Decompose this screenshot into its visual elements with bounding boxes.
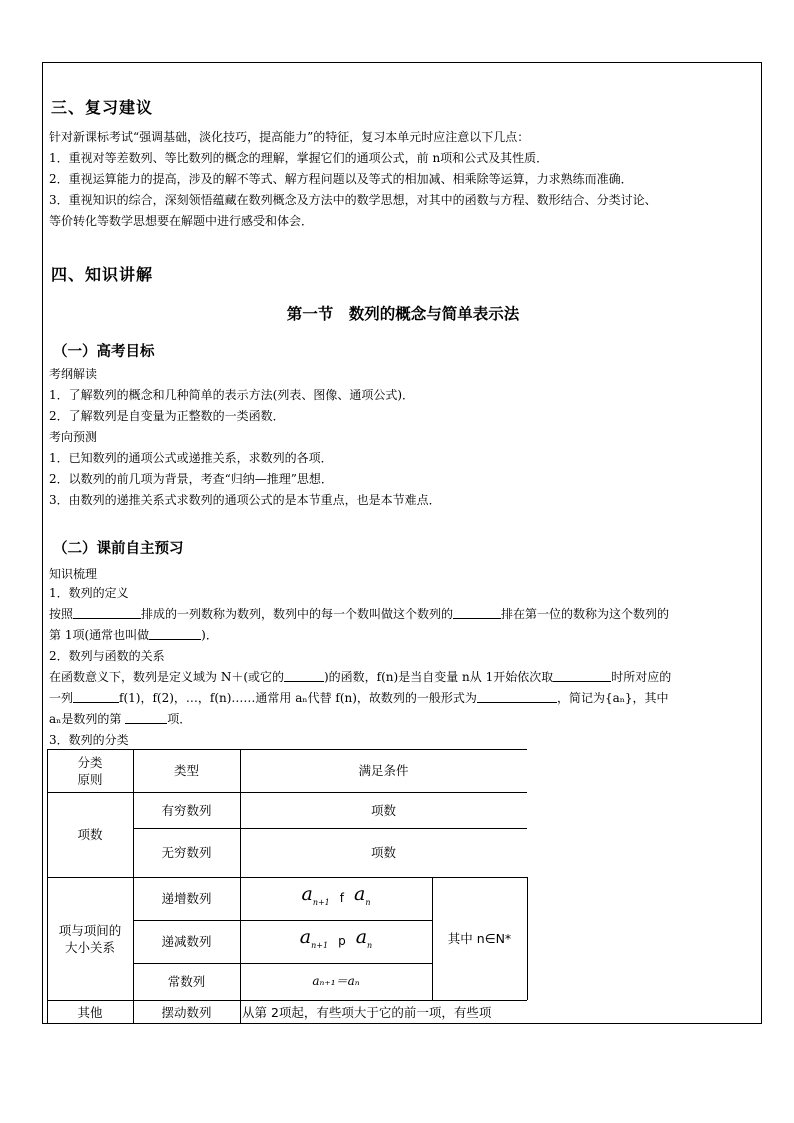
blank-first-term [149, 626, 201, 640]
header-type: 类型 [173, 763, 199, 778]
review-label: 知识梳理 [49, 567, 98, 581]
condition-constant: aₙ₊₁＝aₙ [312, 974, 360, 988]
outline-label: 考纲解读 [49, 367, 98, 381]
blank-general-form [477, 689, 557, 703]
definition-text-e: )． [201, 628, 218, 642]
function-text-g: aₙ是数列的第 [49, 712, 122, 726]
header-principle-line-1: 分类 [77, 754, 103, 770]
group-magnitude [47, 877, 133, 1000]
condition-decreasing [240, 920, 432, 963]
forecast-label: 考向预测 [49, 430, 98, 444]
review-intro: 针对新课标考试“强调基础，淡化技巧，提高能力”的特征，复习本单元时应注意以下几点： [49, 130, 530, 144]
forecast-item-1: 1．已知数列的通项公式或递推关系，求数列的各项． [49, 451, 333, 465]
review-item-3-line-1: 3．重视知识的综合，深刻领悟蕴藏在数列概念及方法中的数学思想，对其中的函数与方程、数形结合、分类讨论、 [49, 193, 657, 207]
blank-term-index [125, 710, 167, 724]
blank-subset [284, 668, 324, 682]
review-item-2: 2．重视运算能力的提高，涉及的解不等式、解方程问题以及等式的相加减、相乘除等运算，力求熟练而准确． [49, 172, 633, 186]
type-constant: 常数列 [167, 974, 206, 989]
inc-relation: f [339, 891, 345, 905]
function-line-1 [49, 667, 757, 687]
outline-item-1: 1．了解数列的概念和几种简单的表示方法(列表、图像、通项公式)． [49, 388, 415, 402]
classification-title: 3．数列的分类 [49, 733, 129, 747]
function-text-a: 在函数意义下，数列是定义域为 N＋(或它的 [49, 670, 284, 684]
group-term-count: 项数 [77, 827, 103, 842]
condition-note: 其中 n∈N* [447, 931, 512, 946]
definition-text-a: 按照 [49, 607, 74, 621]
function-text-e: f(1)，f(2)，…，f(n)……通常用 aₙ代替 f(n)，故数列的一般形式为 [119, 691, 477, 705]
definition-line-1 [49, 604, 757, 624]
group-magnitude-line-1: 项与项间的 [58, 922, 122, 938]
type-decreasing: 递减数列 [161, 934, 212, 949]
condition-finite: 项数 [370, 802, 396, 818]
function-line-2 [49, 688, 757, 708]
type-increasing: 递增数列 [161, 891, 212, 906]
knowledge-heading: 四、知识讲解 [51, 265, 154, 284]
dec-left-term: $a_{n+1}$ [299, 926, 329, 950]
header-principle [47, 749, 133, 792]
review-item-3-line-2: 等价转化等数学思想要在解题中进行感受和体会． [49, 214, 314, 228]
definition-title: 1．数列的定义 [49, 586, 129, 600]
function-title: 2．数列与函数的关系 [49, 649, 165, 663]
page-frame [42, 62, 762, 1024]
condition-increasing [240, 877, 432, 920]
definition-text-d: 第 1项(通常也叫做 [49, 628, 150, 642]
type-infinite: 无穷数列 [161, 845, 212, 860]
definition-text-c: 排在第一位的数称为这个数列的 [501, 607, 670, 621]
function-text-d: 一列 [49, 691, 74, 705]
function-text-b: )的函数，f(n)是当自变量 n从 1开始依次取 [324, 670, 554, 684]
inc-right-term: $a_n$ [354, 883, 371, 907]
function-text-f: ，简记为{aₙ}，其中 [556, 691, 669, 705]
blank-values [553, 668, 611, 682]
blank-order [73, 605, 141, 619]
dec-right-term: $a_n$ [355, 926, 373, 950]
review-heading: 三、复习建议 [51, 98, 154, 117]
header-condition: 满足条件 [358, 763, 409, 778]
outline-item-2: 2．了解数列是自变量为正整数的一类函数． [49, 409, 285, 423]
type-oscillating: 摆动数列 [161, 1005, 212, 1020]
definition-text-b: 排成的一列数称为数列，数列中的每一个数叫做这个数列的 [141, 607, 454, 621]
forecast-item-2: 2．以数列的前几项为背景，考查“归纳—推理”思想． [49, 472, 333, 486]
classification-table [47, 749, 527, 1024]
function-line-3 [49, 709, 757, 729]
type-finite: 有穷数列 [161, 802, 212, 818]
condition-infinite: 项数 [370, 845, 396, 860]
preview-heading: （二）课前自主预习 [53, 541, 184, 557]
blank-term [453, 605, 501, 619]
condition-oscillating: 从第 2项起，有些项大于它的前一项，有些项 [242, 1005, 492, 1020]
function-text-c: 时所对应的 [611, 670, 672, 684]
dec-relation: p [338, 934, 346, 948]
blank-function-values [73, 689, 119, 703]
group-other: 其他 [77, 1005, 103, 1020]
forecast-item-3: 3．由数列的递推关系式求数列的通项公式的是本节重点，也是本节难点． [49, 493, 441, 507]
definition-line-2 [49, 625, 757, 645]
goals-heading: （一）高考目标 [53, 344, 155, 360]
inc-left-term: $a_{n+1}$ [301, 883, 330, 907]
group-magnitude-line-2: 大小关系 [64, 939, 115, 955]
header-principle-line-2: 原则 [77, 771, 103, 787]
section-title: 第一节 数列的概念与简单表示法 [286, 305, 520, 323]
function-text-h: 项． [167, 712, 192, 726]
review-item-1: 1．重视对等差数列、等比数列的概念的理解，掌握它们的通项公式，前 n项和公式及其性质． [49, 151, 549, 165]
